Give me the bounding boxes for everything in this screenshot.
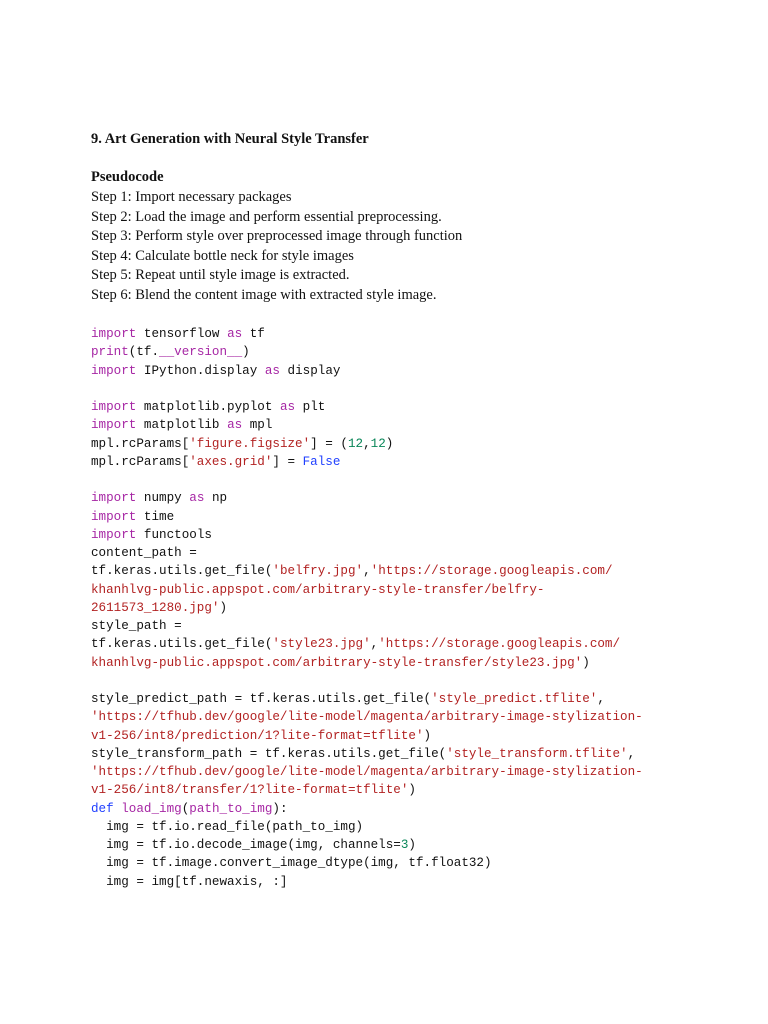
code-line: import functools — [91, 527, 212, 542]
code-line: tf.keras.utils.get_file('style23.jpg','https://storage.googleapis.com/ — [91, 637, 621, 652]
code-blank-line — [91, 471, 751, 489]
code-line: khanhlvg-public.appspot.com/arbitrary-style-transfer/style23.jpg') — [91, 655, 590, 670]
pseudocode-steps — [91, 188, 462, 305]
code-line: style_predict_path = tf.keras.utils.get_file('style_predict.tflite', — [91, 692, 605, 706]
code-blank-line — [91, 672, 751, 690]
code-line: v1-256/int8/transfer/1?lite-format=tflite') — [91, 783, 416, 798]
code-line: import IPython.display as display — [91, 363, 341, 378]
code-line: import numpy as np — [91, 491, 228, 506]
pseudocode-heading: Pseudocode — [91, 169, 164, 185]
code-line: print(tf.__version__) — [91, 345, 250, 360]
code-blank-line — [91, 380, 751, 398]
code-line: content_path = — [91, 546, 197, 560]
section-title: 9. Art Generation with Neural Style Transfer — [91, 131, 369, 147]
step-3: Step 3: Perform style over preprocessed image through function — [91, 228, 463, 244]
code-line: style_transform_path = tf.keras.utils.get_file('style_transform.tflite', — [91, 746, 636, 761]
code-line: import time — [91, 509, 175, 524]
code-line: style_path = — [91, 619, 182, 633]
code-line: import matplotlib as mpl — [91, 418, 273, 433]
code-line: import matplotlib.pyplot as plt — [91, 400, 326, 414]
code-block — [91, 325, 751, 891]
code-line: img = img[tf.newaxis, :] — [91, 874, 288, 889]
code-line: khanhlvg-public.appspot.com/arbitrary-style-transfer/belfry- — [91, 582, 545, 597]
code-line: def load_img(path_to_img): — [91, 801, 288, 816]
code-line: img = tf.image.convert_image_dtype(img, tf.float32) — [91, 856, 492, 871]
code-line: v1-256/int8/prediction/1?lite-format=tflite') — [91, 728, 432, 743]
code-line: 'https://tfhub.dev/google/lite-model/magenta/arbitrary-image-stylization- — [91, 765, 643, 779]
code-line: mpl.rcParams['figure.figsize'] = (12,12) — [91, 436, 394, 451]
code-line: tf.keras.utils.get_file('belfry.jpg','https://storage.googleapis.com/ — [91, 564, 613, 579]
step-5: Step 5: Repeat until style image is extracted. — [91, 267, 350, 283]
step-6: Step 6: Blend the content image with extracted style image. — [91, 286, 437, 303]
step-1: Step 1: Import necessary packages — [91, 189, 292, 205]
code-line: import tensorflow as tf — [91, 327, 265, 341]
code-line: 2611573_1280.jpg') — [91, 600, 228, 615]
step-4: Step 4: Calculate bottle neck for style images — [91, 247, 354, 264]
code-line: img = tf.io.read_file(path_to_img) — [91, 819, 364, 834]
step-2: Step 2: Load the image and perform essential preprocessing. — [91, 208, 442, 225]
code-line: mpl.rcParams['axes.grid'] = False — [91, 454, 341, 469]
code-line: img = tf.io.decode_image(img, channels=3) — [91, 838, 416, 852]
code-line: 'https://tfhub.dev/google/lite-model/magenta/arbitrary-image-stylization- — [91, 710, 643, 725]
